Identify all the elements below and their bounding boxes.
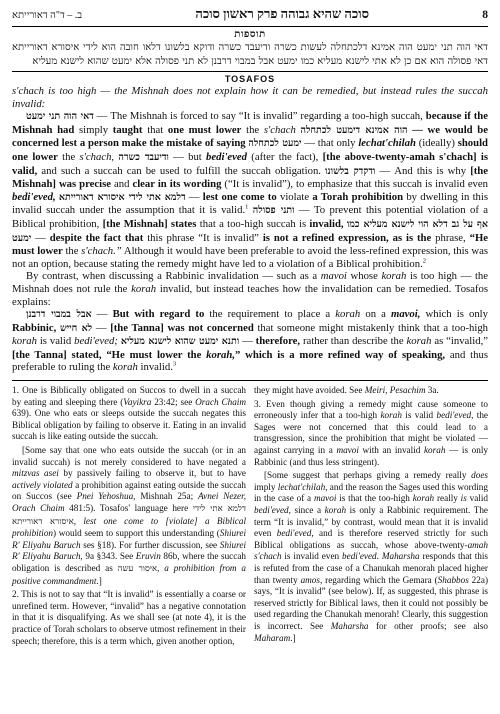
daf-reference: ב. – ד"ה דאורייתא — [12, 10, 83, 21]
footnote: [Some say that one who eats outside the succah (or in an invalid succah) is not merely considered to have negated a mitzvas asei by passively failing to observe it, but to have actively violated a prohibition against eating outside the succah on Succos (see Pnei Yehoshua, Mishnah 25a; Avnei Nezer, Orach Chaim 481:5). Tosafos' language here דלמא אתי לידי איסורא דאורייתא, lest one come to [violate] a Biblical prohibition) would seem to support this understanding (Shiurei R' Eliyahu Baruch ses §18). For further discussion, see Shiurei R' Eliyahu Baruch, 9a §343. See Eruvin 86b, where the succah obligation is described as איסור עשה, a prohibition from a positive commandment.] — [12, 445, 247, 586]
footnote-marker: 3 — [172, 360, 177, 368]
footnote: 3. Even though giving a remedy might cause someone to erroneously infer that a too-high korah is valid bedi'eved, the Sages were not concerned that this could lead to a transgression, since the prohibition that might be violated — against carrying in a mavoi with an invalid korah — is only Rabbinic (and thus less stringent). — [254, 398, 489, 467]
footnotes — [12, 385, 488, 649]
paragraph: דאי הוה תני ימעט — The Mishnah is forced to say “It is invalid” regarding a too-high succah, because if the Mishnah had simply taught that one must lower the s'chach הוה אמינא דימעט לכתחלה — we would be concerned lest a person make the mistake of saying ימעט לכתחלה — that only lechat'chilah (ideally) should one lower the s'chach, ודיעבד כשרה — but bedi'eved (after the fact), [the above-twenty-amah s'chach] is valid, and such a succah can be used to fulfill the succah obligation. ודקדק בלשונו — And this is why [the Mishnah] was precise and clear in its wording (“It is invalid”), to emphasize that this succah is invalid even bedi'eved, דלמא אתי לידי איסורא דאורייתא — lest one come to violate a Torah prohibition by dwelling in this invalid succah under the assumption that it is valid.$^1$ ותני פסולה — To prevent this potential violation of a Biblical prohibition, [the Mishnah] states that a too-high succah is invalid, אף על גב דלא הוי לישנא מעליא כמו ימעט — despite the fact that this phrase “It is invalid” is not a refined expression, as is the phrase, “He must lower the s'chach.” Although it would have been preferable to avoid the less-refined expression, this was not an option, because stating the remedy might have led to a violation of a Biblical prohibition.$^2$ — [12, 110, 489, 270]
running-title: סוכה שהיא גבוהה פרק ראשון סוכה — [195, 6, 369, 21]
notes-column-left — [12, 385, 246, 649]
paragraph: By contrast, when discussing a Rabbinic invalidation — such as a mavoi whose korah is too high — the Mishnah does not rule the korah invalid, but instead teaches how the invalidation can be remedied. Tosafos explains: — [12, 270, 488, 308]
footnote: 2. This is not to say that “It is invalid” is essentially a coarse or unrefined term. However, “invalid” has a negative connotation in that it is disqualifying. As we shall see (at note 4), it is the practice of Torah scholars to observe utmost refinement in their speech; therefore, this is a term which, given another option, — [12, 589, 246, 646]
notes-divider — [12, 380, 488, 381]
paragraph: s'chach is too high — the Mishnah does not explain how it can be remedied, but instead rules the succah invalid: — [12, 85, 488, 110]
tosafos-hebrew-text: דאי הוה תני ימעט הוה אמינא דלכתחלה לעשות כשרה ודיעבד כשרה ודוקא בלשונו דלאו חובה הוא לידי איסורא דאורייתא דאי פסולה הוא אם כן לא אתי לישנא מעליא כמו ימעט אבל במבוי דרבנן לא תני פסולה אלא ימעט שהוא לישנא מעליא — [12, 42, 488, 67]
tosafos-translation-label: TOSAFOS — [224, 74, 276, 84]
footnote-marker: 2 — [422, 257, 427, 265]
page-header — [12, 6, 488, 27]
page-number: 8 — [482, 9, 488, 21]
footnote: they might have avoided. See Meiri, Pesachim 3a. — [254, 385, 439, 396]
footnote: 1. One is Biblically obligated on Succos to dwell in a succah by eating and sleeping there (Vayikra 23:42; see Orach Chaim 639). One who eats or sleeps outside the succah negates this Biblical obligation by failing to observe it. Eating in an invalid succah is like eating outside the succah. — [12, 385, 246, 442]
footnote: [Some suggest that perhaps giving a remedy really does imply lechat'chilah, and the reason the Sages used this wording in the case of a mavoi is that the too-high korah really is valid bedi'eved, since a korah is only a Rabbinic requirement. The term “It is invalid,” by contrast, would mean that it is invalid even bedi'eved, and is therefore reserved strictly for such Biblical obligations as succah, whose above-twenty-amah s'chach is invalid even bedi'eved. Maharsha responds that this is refuted from the case of a Chanukah menorah placed higher than twenty amos, regarding which the Gemara (Shabbos 22a) says, “It is invalid” (see below). If, as suggested, this phrase is reserved strictly for Biblical laws, then it could not possibly be used regarding the Chanukah menorah! Clearly, this suggestion is incorrect. See Maharsha for other proofs; see also Maharam.] — [254, 470, 489, 643]
tosafos-hebrew-label: תוספות — [234, 29, 266, 40]
paragraph: אבל במבוי דרבנן — But with regard to the requirement to place a korah on a mavoi, which is only Rabbinic, לא חייש — [the Tanna] was not concerned that someone might mistakenly think that a too-high korah is valid bedi'eved; ותנא ימעט שהוא לישנא מעליא — therefore, rather than describe the korah as “invalid,” [the Tanna] stated, “He must lower the korah,” which is a more refined way of speaking, and thus preferable to ruling the korah invalid.$^3$ — [12, 308, 489, 374]
footnote-marker: 1 — [245, 203, 249, 211]
divider — [12, 71, 488, 72]
translation-body — [12, 85, 488, 374]
notes-column-right — [254, 385, 488, 649]
